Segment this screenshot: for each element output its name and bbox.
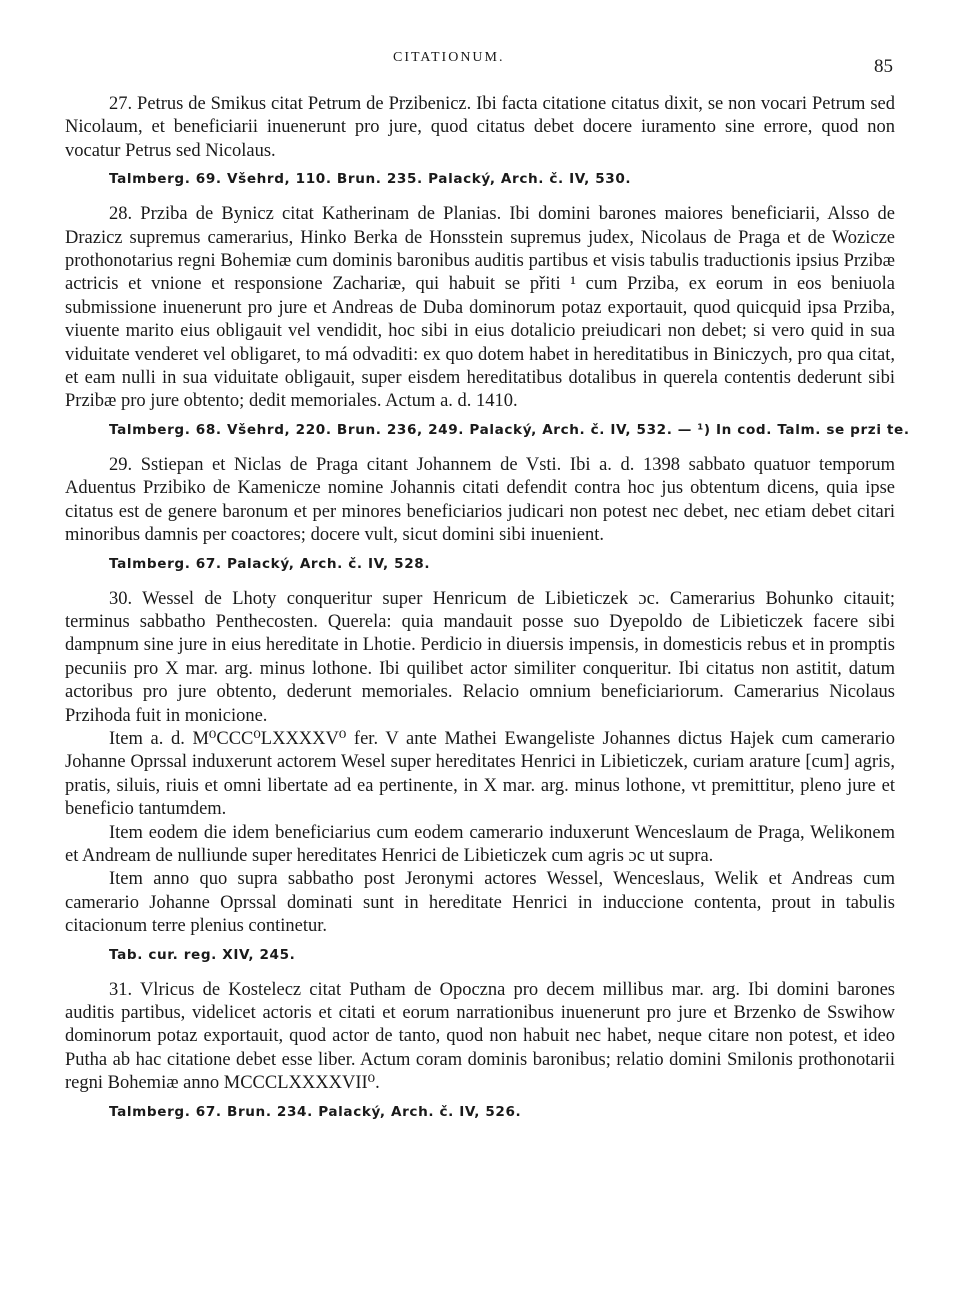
entry-29 [65, 454, 895, 574]
body-text [65, 93, 910, 1136]
source-citation: Tab. cur. reg. XIV, 245. [109, 946, 296, 963]
entry-paragraph: 28. Prziba de Bynicz citat Katherinam de Planias. Ibi domini barones maiores beneficiarii, Alsso de Drazicz supremus camerarius, Hinko Berka de Honsstein supremus judex, Nicolaus de Praga et de Wozicze prothonotarius regni Bohemiæ cum dominis baronibus auditis partibus et visis tabulis traductionis ipsius Przibæ actricis et vnione et responsione Zachariæ, qui habuit se přiti ¹ cum Prziba, ex eorum in eos beniuola submissione inuenerunt pro jure et Andreas de Duba dominorum potaz exportauit, quod quicquid ipsa Prziba, viuente marito eius obligauit vel vendidit, hoc sibi in eius dotalicio preiudicari non debet; si vero quid in sua viduitate venderet vel obligaret, to má odvaditi: ex quo dotem habet in hereditatibus in Biniczych, pro qua citat, et eam nulli in sua viduitate obligauit, super eisdem hereditatibus dotalibus in querela contentis dederunt sibi Przibæ pro jure obtento; dedit memoriales. Actum a. d. 1410. [65, 204, 895, 412]
entry-30 [65, 588, 895, 965]
entry-paragraph: Item a. d. M⁰CCC⁰LXXXXV⁰ fer. V ante Mathei Ewangeliste Johannes dictus Hajek cum camerario Johanne Oprssal induxerunt actorem Wesel super hereditates Henrici in Libieticzek, curiam arature [cum] agris, pratis, siluis, riuis et omni libertate ad ea pertinente, in X mar. arg. minus lothone, vt premittitur, pleno jure et beneficio tantumdem. [65, 728, 895, 820]
running-title: CITATIONUM. [393, 50, 505, 65]
source-citation: Talmberg. 69. Všehrd, 110. Brun. 235. Palacký, Arch. č. IV, 530. [109, 171, 632, 188]
entry-31 [65, 979, 895, 1122]
entry-27 [65, 93, 895, 189]
source-citation: Talmberg. 67. Brun. 234. Palacký, Arch. č. IV, 526. [109, 1103, 522, 1120]
entry-paragraph: Item eodem die idem beneficiarius cum eodem camerario induxerunt Wenceslaum de Praga, Welikonem et Andream de nulliunde super hereditates Henrici de Libieticzek cum agris ɔc ut supra. [65, 822, 895, 866]
entry-paragraph: 29. Sstiepan et Niclas de Praga citant Johannem de Vsti. Ibi a. d. 1398 sabbato quatuor temporum Aduentus Przibiko de Kamenicze nomine Johannis citati defendit contra hoc jus obtentum dicens, quia ipse citatus est de genere baronum et per minores beneficiarios judicari non potest nec debet, nec etiam debet citari minoribus damnis per coactores; docere vult, sicut domini sibi inuenient. [65, 454, 895, 546]
source-citation: Talmberg. 68. Všehrd, 220. Brun. 236, 249. Palacký, Arch. č. IV, 532. — ¹) In cod. Talm. se przi te. [109, 421, 910, 438]
entry-28 [65, 203, 910, 440]
page-number: 85 [874, 56, 893, 77]
source-citation: Talmberg. 67. Palacký, Arch. č. IV, 528. [109, 555, 431, 572]
entry-paragraph: Item anno quo supra sabbatho post Jeronymi actores Wessel, Wenceslaus, Welik et Andreas cum camerario Johanne Oprssal dominati sunt in hereditate Henrici in induccione contenta, prout in tabulis citacionum terre plenius continetur. [65, 869, 895, 937]
entry-paragraph: 27. Petrus de Smikus citat Petrum de Przibenicz. Ibi facta citatione citatus dixit, se non vocari Petrum sed Nicolaum, et beneficiarii inuenerunt pro jure, quod citatus debet docere iuramento sine errore, quod non vocatur Petrus sed Nicolaus. [65, 94, 895, 161]
entry-paragraph: 31. Vlricus de Kostelecz citat Putham de Opoczna pro decem millibus mar. arg. Ibi domini barones auditis partibus, videlicet actoris et citati et eorum narrationibus inuenerunt pro jure et Brzenko de Sswihow dominorum potaz exportauit, quod actor de tanto, quod non habuit nec habet, neque citare non potest, et ideo Putha ab hac citatione debet esse liber. Actum coram dominis baronibus; relatio domini Smilonis prothonotarii regni Bohemiæ anno MCCCLXXXXVII⁰. [65, 979, 895, 1094]
entry-paragraph: 30. Wessel de Lhoty conqueritur super Henricum de Libieticzek ɔc. Camerarius Bohunko citauit; terminus sabbatho Penthecosten. Querela: quia mandauit posse suo Dyepoldo de Libieticzek facere sibi dampnum sine jure in eius hereditate in Lhotie. Perdicio in diuersis impensis, in domesticis rebus et in promptis pecuniis pro X mar. arg. minus lothone. Ibi quilibet actor similiter conqueritur. Ibi citatus non astitit, datum actoribus pro jure obtento, dederunt memoriales. Relacio omnium beneficiariorum. Camerarius Nicolaus Przihoda fuit in monicione. [65, 588, 895, 726]
